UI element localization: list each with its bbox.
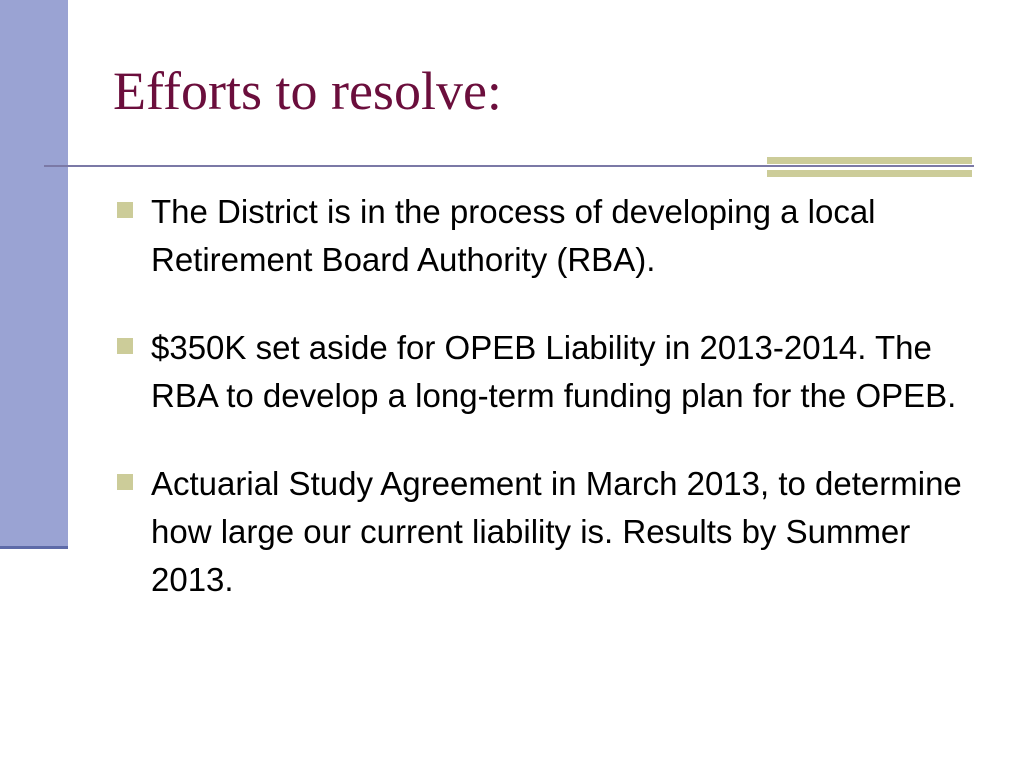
square-bullet-icon: [117, 338, 133, 354]
bullet-text: The District is in the process of developing a local Retirement Board Authority (RBA).: [151, 193, 876, 278]
bullet-item: [113, 188, 973, 284]
bullet-text: $350K set aside for OPEB Liability in 2013-2014. The RBA to develop a long-term funding plan for the OPEB.: [151, 329, 957, 414]
accent-double-bar: [767, 157, 972, 179]
square-bullet-icon: [117, 474, 133, 490]
side-accent-bar: [0, 0, 68, 546]
accent-bar-top: [767, 157, 972, 164]
square-bullet-icon: [117, 202, 133, 218]
slide-title: Efforts to resolve:: [113, 61, 502, 121]
bullet-list: [113, 188, 973, 644]
bullet-item: [113, 460, 973, 604]
bullet-item: [113, 324, 973, 420]
bullet-text: Actuarial Study Agreement in March 2013, to determine how large our current liability is. Results by Summer 2013.: [151, 465, 962, 598]
accent-bar-bottom: [767, 170, 972, 177]
